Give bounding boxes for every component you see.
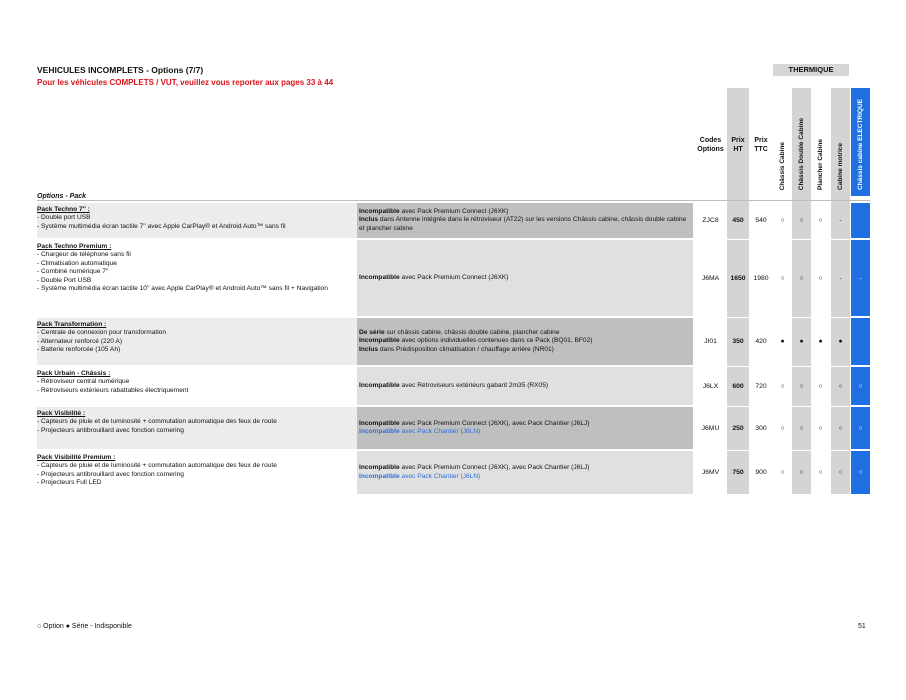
price-ht: 750 [732, 469, 744, 476]
availability-cabine-motrice: ○ [838, 424, 843, 432]
col-header-plancher-cabine: Plancher Cabine [817, 139, 824, 190]
note-line [359, 346, 691, 354]
note-keyword: Inclus [359, 345, 379, 353]
availability-chassis-double-cabine: ○ [799, 469, 804, 476]
pack-description [37, 454, 355, 488]
price-ttc: 420 [755, 338, 767, 345]
pack-item: - Chargeur de téléphone sans fil [37, 251, 131, 259]
option-code: J6MU [701, 424, 720, 432]
price-ttc: 1980 [753, 274, 769, 282]
pack-item: - Climatisation automatique [37, 259, 117, 267]
availability-plancher-cabine: ○ [818, 382, 823, 390]
note-text: dans Prédisposition climatisation / chauffage arrière (NR01) [378, 345, 554, 353]
pack-item: - Capteurs de pluie et de luminosité + commutation automatique des feux de route [37, 462, 277, 470]
pack-name: Pack Visibilité : [37, 410, 86, 417]
availability-chassis-electrique [851, 318, 870, 365]
availability-chassis-electrique [851, 203, 870, 238]
pack-description [37, 206, 355, 231]
availability-chassis-double-cabine: ○ [799, 424, 804, 432]
availability-chassis-double-cabine: ● [799, 338, 804, 345]
note-line [359, 216, 691, 233]
availability-plancher-cabine: ○ [818, 469, 823, 476]
pack-item: - Capteurs de pluie et de luminosité + commutation automatique des feux de route [37, 418, 277, 426]
price-ttc: 540 [755, 217, 767, 224]
note-line [359, 428, 691, 436]
availability-chassis-electrique: ○ [851, 367, 870, 405]
note-text: avec Pack Premium Connect (J6XK), avec Pack Chantier (J6LJ) [399, 464, 590, 472]
note-line [359, 464, 691, 472]
note-keyword: Incompatible [359, 381, 400, 389]
availability-plancher-cabine: ○ [818, 274, 823, 282]
pack-name: Pack Techno 7'' : [37, 206, 90, 213]
availability-chassis-electrique: ○ [851, 451, 870, 494]
compatibility-notes [357, 407, 693, 449]
pack-item: - Combiné numérique 7'' [37, 268, 109, 276]
table-row [0, 240, 906, 316]
col-header-chassis-double-cabine: Châssis Double Cabine [798, 117, 805, 190]
availability-chassis-double-cabine: ○ [799, 217, 804, 224]
availability-plancher-cabine: ○ [818, 217, 823, 224]
compatibility-notes [357, 240, 693, 316]
pack-item: - Alternateur renforcé (220 A) [37, 337, 123, 345]
availability-chassis-electrique: - [851, 240, 870, 316]
compatibility-notes [357, 451, 693, 494]
col-header-codes: Codes Options [697, 137, 724, 153]
col-header-ht: Prix HT [731, 137, 745, 153]
availability-chassis-cabine: ○ [780, 382, 785, 390]
compatibility-notes [357, 203, 693, 238]
availability-plancher-cabine: ○ [818, 424, 823, 432]
pack-name: Pack Visibilité Premium : [37, 454, 116, 461]
note-keyword: Incompatible [359, 428, 400, 435]
note-keyword: Inclus [359, 216, 379, 224]
row-divider [37, 495, 870, 496]
note-line [359, 420, 691, 428]
pack-item: - Batterie renforcée (105 Ah) [37, 346, 121, 354]
table-row [0, 367, 906, 405]
availability-plancher-cabine: ● [818, 338, 823, 345]
availability-cabine-motrice: ● [838, 338, 843, 345]
option-code: ZJC8 [702, 217, 719, 224]
pack-description [37, 321, 355, 355]
pack-item: - Système multimédia écran tactile 10'' avec Apple CarPlay® et Android Auto™ sans fil + Navigation [37, 285, 328, 293]
availability-chassis-cabine: ○ [780, 217, 785, 224]
price-ht: 350 [732, 338, 744, 345]
availability-chassis-double-cabine: ○ [799, 382, 804, 390]
note-text: sur châssis cabine, châssis double cabine, plancher cabine [384, 328, 560, 336]
table-row [0, 203, 906, 238]
availability-cabine-motrice: ○ [838, 469, 843, 476]
pack-item: - Double port USB [37, 214, 91, 222]
page-title: VEHICULES INCOMPLETS - Options (7/7) [37, 65, 204, 75]
availability-chassis-electrique: ○ [851, 407, 870, 449]
col-header-chassis-electrique: Châssis cabine ELECTRIQUE [857, 98, 864, 190]
option-code: J6MV [701, 469, 720, 476]
note-text: avec Rétroviseurs extérieurs gabarit 2m35 (RX05) [399, 381, 549, 389]
availability-chassis-cabine: ○ [780, 274, 785, 282]
compatibility-notes [357, 318, 693, 365]
price-ttc: 720 [755, 382, 767, 390]
note-line [359, 329, 691, 337]
page-subtitle: Pour les véhicules COMPLETS / VUT, veuillez vous reporter aux pages 33 à 44 [37, 78, 334, 87]
note-keyword: Incompatible [359, 337, 400, 345]
price-ttc: 900 [755, 469, 767, 476]
compatibility-notes [357, 367, 693, 405]
pack-item: - Rétroviseur central numérique [37, 378, 130, 386]
legend: ○ Option ● Série - Indisponible [37, 623, 132, 630]
note-line [359, 208, 691, 216]
note-text: avec Pack Premium Connect (J6XK), avec Pack Chantier (J6LJ) [399, 419, 590, 427]
pack-item: - Rétroviseurs extérieurs rabattables électriquement [37, 386, 189, 394]
availability-cabine-motrice: - [839, 217, 842, 224]
section-label: Options - Pack [37, 193, 87, 200]
pack-item: - Projecteurs antibrouillard avec fonction cornering [37, 470, 184, 478]
thermique-label: THERMIQUE [773, 64, 849, 76]
col-header-ttc: Prix TTC [754, 137, 768, 153]
pack-name: Pack Transformation : [37, 321, 107, 328]
availability-chassis-cabine: ○ [780, 469, 785, 476]
pack-name: Pack Techno Premium : [37, 243, 112, 250]
pack-description [37, 410, 355, 435]
note-text: avec Pack Premium Connect (J6XK) [399, 207, 509, 215]
header-divider [37, 200, 870, 201]
option-code: J6MA [701, 274, 720, 282]
availability-chassis-double-cabine: ○ [799, 274, 804, 282]
note-line [359, 274, 691, 282]
pack-item: - Système multimédia écran tactile 7'' avec Apple CarPlay® et Android Auto™ sans fil [37, 222, 286, 230]
table-row [0, 407, 906, 449]
col-header-chassis-cabine: Châssis Cabine [779, 141, 786, 190]
pack-item: - Projecteurs antibrouillard avec fonction cornering [37, 426, 184, 434]
col-header-cabine-motrice: Cabine motrice [837, 143, 844, 190]
note-keyword: Incompatible [359, 419, 400, 427]
note-text: avec Pack Chantier (J6LN) [399, 428, 481, 435]
note-line [359, 473, 691, 481]
availability-cabine-motrice: ○ [838, 382, 843, 390]
note-keyword: Incompatible [359, 207, 400, 215]
pack-item: - Projecteurs Full LED [37, 479, 102, 487]
note-keyword: De série [359, 328, 385, 336]
page-number: 51 [858, 623, 866, 630]
note-keyword: Incompatible [359, 472, 400, 480]
note-text: dans Antenne intégrée dans le rétroviseur (AT22) sur les versions Châssis cabine, châssis double cabine et plancher cabine [359, 216, 687, 232]
pack-name: Pack Urbain - Châssis : [37, 370, 111, 377]
price-ht: 250 [732, 424, 744, 432]
table-row [0, 451, 906, 494]
note-line [359, 337, 691, 345]
pack-description [37, 370, 355, 395]
price-ht: 1650 [730, 274, 746, 282]
note-text: avec options individuelles contenues dans ce Pack (BQ01, BF02) [399, 337, 593, 345]
availability-cabine-motrice: - [839, 274, 842, 282]
pack-item: - Double Port USB [37, 276, 92, 284]
note-line [359, 382, 691, 390]
note-keyword: Incompatible [359, 464, 400, 472]
availability-chassis-cabine: ○ [780, 424, 785, 432]
table-row [0, 318, 906, 365]
note-text: avec Pack Premium Connect (J6XK) [399, 273, 509, 281]
price-ttc: 300 [755, 424, 767, 432]
note-text: avec Pack Chantier (J6LN) [399, 472, 481, 480]
pack-description [37, 243, 355, 293]
price-ht: 450 [732, 217, 744, 224]
availability-chassis-cabine: ● [780, 338, 785, 345]
option-code: J6LX [702, 382, 719, 390]
option-code: JI01 [704, 338, 717, 345]
note-keyword: Incompatible [359, 273, 400, 281]
pack-item: - Centrale de connexion pour transformation [37, 329, 167, 337]
price-ht: 600 [732, 382, 744, 390]
